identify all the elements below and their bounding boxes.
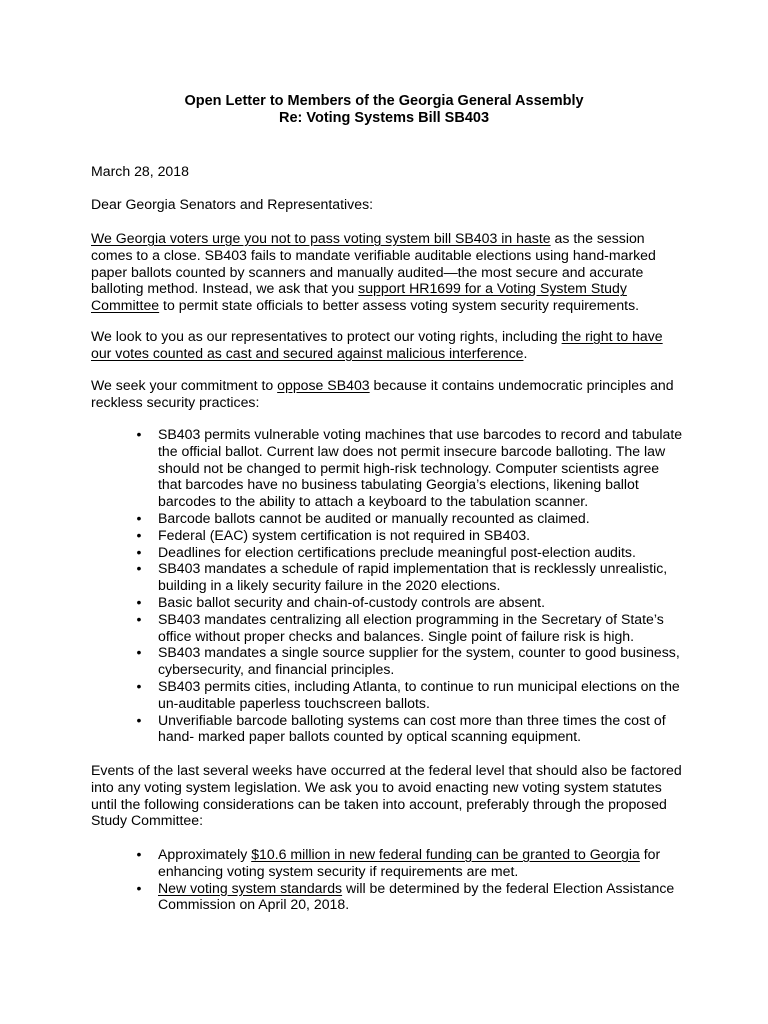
salutation: Dear Georgia Senators and Representatives:	[91, 196, 374, 212]
letter-date: March 28, 2018	[91, 163, 189, 179]
list-item-text: Federal (EAC) system certification is not required in SB403.	[158, 526, 531, 543]
concerns-list	[91, 426, 685, 745]
bullet-icon: •	[136, 593, 142, 610]
bullet-icon: •	[136, 879, 142, 896]
paragraph-text: because it contains undemocratic principles and reckless security practices:	[91, 377, 674, 410]
underlined-phrase: oppose SB403	[277, 377, 370, 393]
paragraph-text: as the session comes to a close. SB403 fails to mandate verifiable auditable elections using hand-marked paper ballots counted by scanners and manually audited—the most secure and accurate balloting method. Instead, we ask that you	[91, 230, 656, 297]
list-item	[91, 510, 685, 527]
bullet-icon: •	[136, 560, 142, 577]
underlined-phrase: New voting system standards	[158, 879, 343, 896]
list-item-text: SB403 mandates a schedule of rapid implementation that is recklessly unrealistic, building in a likely security failure in the 2020 elections.	[158, 560, 668, 594]
list-item-text: SB403 mandates centralizing all election programming in the Secretary of State’s office without proper checks and balances. Single point of failure risk is high.	[158, 610, 664, 644]
bullet-icon: •	[136, 426, 142, 442]
bullet-icon: •	[136, 610, 142, 627]
list-item	[91, 644, 685, 678]
list-item	[91, 712, 685, 746]
list-item-text: SB403 mandates a single source supplier for the system, counter to good business, cybersecurity, and financial principles.	[158, 644, 680, 678]
list-item	[91, 880, 685, 914]
list-item-text: will be determined by the federal Election Assistance Commission on April 20, 2018.	[158, 879, 675, 913]
bullet-icon: •	[136, 846, 142, 862]
paragraph-text: We seek your commitment to	[91, 377, 278, 393]
underlined-phrase: We Georgia voters urge you not to pass voting system bill SB403 in haste	[91, 230, 551, 246]
underlined-phrase: support HR1699 for a Voting System Study Committee	[91, 280, 627, 314]
bullet-icon: •	[136, 543, 142, 560]
list-item	[91, 594, 685, 611]
considerations-list	[91, 846, 685, 913]
list-item-text: SB403 permits vulnerable voting machines that use barcodes to record and tabulate the official ballot. Current law does not permit insecure barcode balloting. The law should not be changed to permit high-risk technology. Computer scientists agree that barcodes have no business tabulating Georgia’s elections, likening ballot barcodes to the ability to attach a keyboard to the tabulation scanner.	[158, 426, 683, 510]
bullet-icon: •	[136, 526, 142, 543]
list-item-text: for enhancing voting system security if requirements are met.	[158, 846, 661, 879]
bullet-icon: •	[136, 509, 142, 526]
list-item-text: SB403 permits cities, including Atlanta, to continue to run municipal elections on the un-auditable paperless touchscreen ballots.	[158, 677, 680, 711]
paragraph-urge-not-to-pass	[91, 230, 685, 314]
bullet-icon: •	[136, 644, 142, 661]
paragraph-federal-events: Events of the last several weeks have occurred at the federal level that should also be factored into any voting system legislation. We ask you to avoid enacting new voting system statutes until the following considerations can be taken into account, preferably through the proposed Study Committee:	[91, 762, 682, 829]
letter-title	[0, 93, 768, 127]
bullet-icon: •	[136, 711, 142, 728]
paragraph-text: to permit state officials to better assess voting system security requirements.	[159, 297, 640, 314]
list-item	[91, 560, 685, 594]
list-item-text: Unverifiable barcode balloting systems can cost more than three times the cost of hand- marked paper ballots counted by optical scanning equipment.	[158, 711, 666, 745]
title-line-2: Re: Voting Systems Bill SB403	[278, 110, 490, 126]
paragraph-text: .	[523, 344, 528, 361]
list-item-text: Barcode ballots cannot be audited or manually recounted as claimed.	[158, 509, 590, 526]
underlined-phrase: $10.6 million in new federal funding can be granted to Georgia	[251, 846, 640, 862]
list-item-text: Deadlines for election certifications preclude meaningful post-election audits.	[158, 543, 636, 560]
list-item	[91, 678, 685, 712]
list-item-text: Basic ballot security and chain-of-custody controls are absent.	[158, 593, 545, 610]
list-item	[91, 426, 685, 510]
paragraph-text: We look to you as our representatives to protect our voting rights, including	[91, 328, 562, 344]
bullet-icon: •	[136, 677, 142, 694]
list-item	[91, 544, 685, 561]
list-item	[91, 527, 685, 544]
paragraph-protect-rights	[91, 328, 685, 362]
underlined-phrase: the right to have our votes counted as cast and secured against malicious interference	[91, 328, 663, 361]
paragraph-seek-commitment	[91, 377, 685, 411]
title-line-1: Open Letter to Members of the Georgia General Assembly	[184, 93, 584, 109]
list-item	[91, 611, 685, 645]
list-item-text: Approximately	[158, 846, 252, 862]
list-item	[91, 846, 685, 880]
